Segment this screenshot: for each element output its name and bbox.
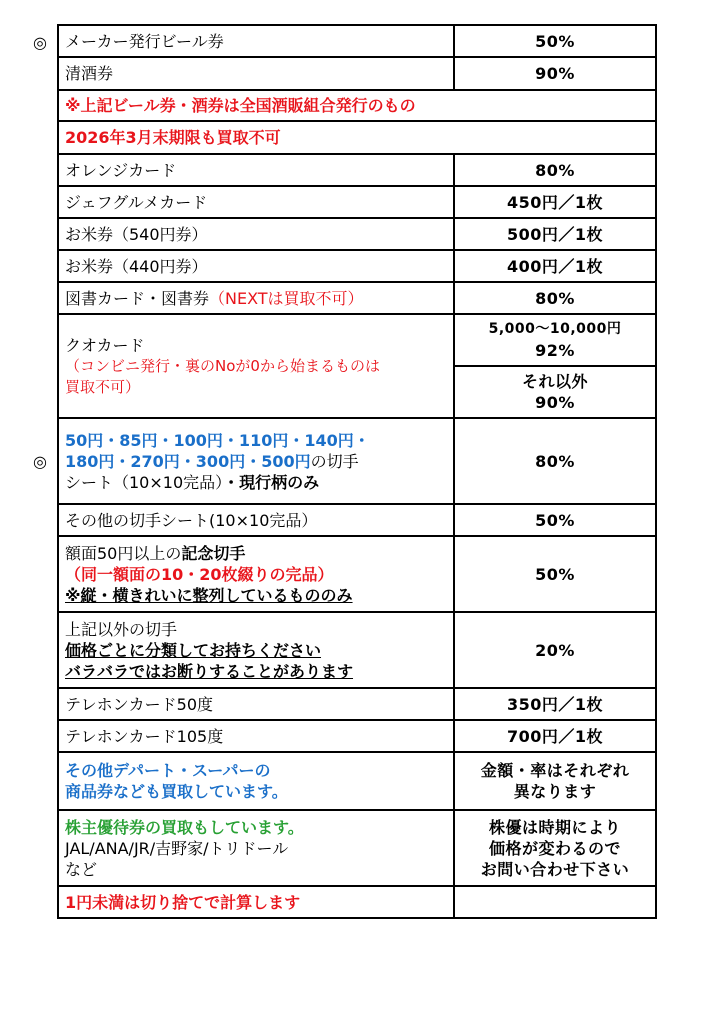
table-row [58, 810, 656, 886]
rate-cell: 90% [454, 57, 656, 90]
item-label: の切手 [310, 451, 359, 471]
table-row [58, 688, 656, 720]
item-label: 株主優待券の買取もしています。 [65, 817, 304, 837]
buyback-rate-table [57, 24, 657, 919]
item-cell: オレンジカード [58, 154, 454, 186]
rate-range-label: それ以外 [521, 372, 588, 391]
rate-cell [454, 314, 656, 366]
table-row [58, 536, 656, 612]
item-cell: メーカー発行ビール券 [58, 25, 454, 57]
item-cell [58, 752, 454, 810]
rate-note: 価格が変わるので [488, 838, 621, 858]
notice-cell: ※上記ビール券・酒券は全国酒販組合発行のもの [58, 90, 656, 121]
item-note: 価格ごとに分類してお持ちください [65, 640, 322, 660]
table-row [58, 612, 656, 688]
table-row [58, 186, 656, 218]
rate-cell: 50% [454, 504, 656, 536]
notice-cell: 1円未満は切り捨てで計算します [58, 886, 454, 918]
item-cell [58, 536, 454, 612]
item-examples: JAL/ANA/JR/吉野家/トリドール [65, 838, 289, 858]
rate-value: 90% [535, 393, 575, 412]
item-label: 商品券なども買取しています。 [65, 782, 288, 801]
item-cell: テレホンカード50度 [58, 688, 454, 720]
table-row [58, 218, 656, 250]
item-cell: 清酒券 [58, 57, 454, 90]
item-label: その他デパート・スーパーの [65, 761, 271, 780]
double-circle-marker-stamps: ◎ [33, 452, 47, 471]
item-cell [58, 810, 454, 886]
rate-note: 異なります [513, 782, 597, 801]
item-cell: ジェフグルメカード [58, 186, 454, 218]
rate-cell: 500円／1枚 [454, 218, 656, 250]
notice-cell: 2026年3月末期限も買取不可 [58, 121, 656, 154]
rate-value: 92% [535, 341, 575, 360]
item-note: （NEXTは買取不可） [209, 288, 364, 308]
rate-range-label: 5,000〜10,000円 [488, 321, 622, 337]
stamp-denominations: 50円・85円・100円・110円・140円・ [65, 430, 370, 450]
item-cell [58, 282, 454, 314]
rate-note: 金額・率はそれぞれ [480, 761, 630, 780]
rate-cell: 80% [454, 154, 656, 186]
item-label: 図書カード・図書券 [65, 288, 210, 308]
item-cell [58, 418, 454, 504]
item-cell [58, 314, 454, 418]
table-row [58, 886, 656, 918]
item-note: （コンビニ発行・裏のNoが0から始まるものは [65, 356, 380, 375]
table-row [58, 720, 656, 752]
item-note: （同一額面の10・20枚綴りの完品） [65, 564, 334, 584]
rate-cell [454, 810, 656, 886]
item-note: バラバラではお断りすることがあります [65, 661, 354, 681]
rate-note: お問い合わせ下さい [480, 859, 630, 879]
item-cell: お米券（540円券） [58, 218, 454, 250]
item-label: 額面50円以上の [65, 543, 182, 563]
table-row [58, 418, 656, 504]
rate-cell: 700円／1枚 [454, 720, 656, 752]
item-cell: その他の切手シート(10×10完品） [58, 504, 454, 536]
rate-cell: 50% [454, 25, 656, 57]
table-row [58, 154, 656, 186]
item-cell: お米券（440円券） [58, 250, 454, 282]
rate-cell: 400円／1枚 [454, 250, 656, 282]
item-note: ・現行柄のみ [223, 472, 320, 492]
item-label-bold: 記念切手 [181, 543, 246, 563]
table-row [58, 90, 656, 121]
table-row [58, 25, 656, 57]
rate-cell: 80% [454, 282, 656, 314]
double-circle-marker-top: ◎ [33, 33, 47, 52]
rate-cell [454, 752, 656, 810]
item-label: クオカード [65, 335, 145, 355]
rate-cell: 20% [454, 612, 656, 688]
table-row [58, 504, 656, 536]
item-note: 買取不可） [65, 377, 141, 396]
item-cell: テレホンカード105度 [58, 720, 454, 752]
rate-cell: 80% [454, 418, 656, 504]
rate-cell: 350円／1枚 [454, 688, 656, 720]
item-examples: など [65, 859, 98, 879]
item-note: ※縦・横きれいに整列しているもののみ [65, 585, 353, 605]
rate-cell: 450円／1枚 [454, 186, 656, 218]
table-row [58, 752, 656, 810]
table-row [58, 282, 656, 314]
stamp-denominations: 180円・270円・300円・500円 [65, 451, 311, 471]
item-label: 上記以外の切手 [65, 619, 178, 639]
rate-cell [454, 366, 656, 418]
rate-cell [454, 886, 656, 918]
table-row [58, 250, 656, 282]
table-row [58, 57, 656, 90]
rate-note: 株優は時期により [488, 817, 621, 837]
item-cell [58, 612, 454, 688]
item-label: シート（10×10完品） [65, 472, 224, 492]
rate-cell: 50% [454, 536, 656, 612]
table-row [58, 314, 656, 366]
table-row [58, 121, 656, 154]
